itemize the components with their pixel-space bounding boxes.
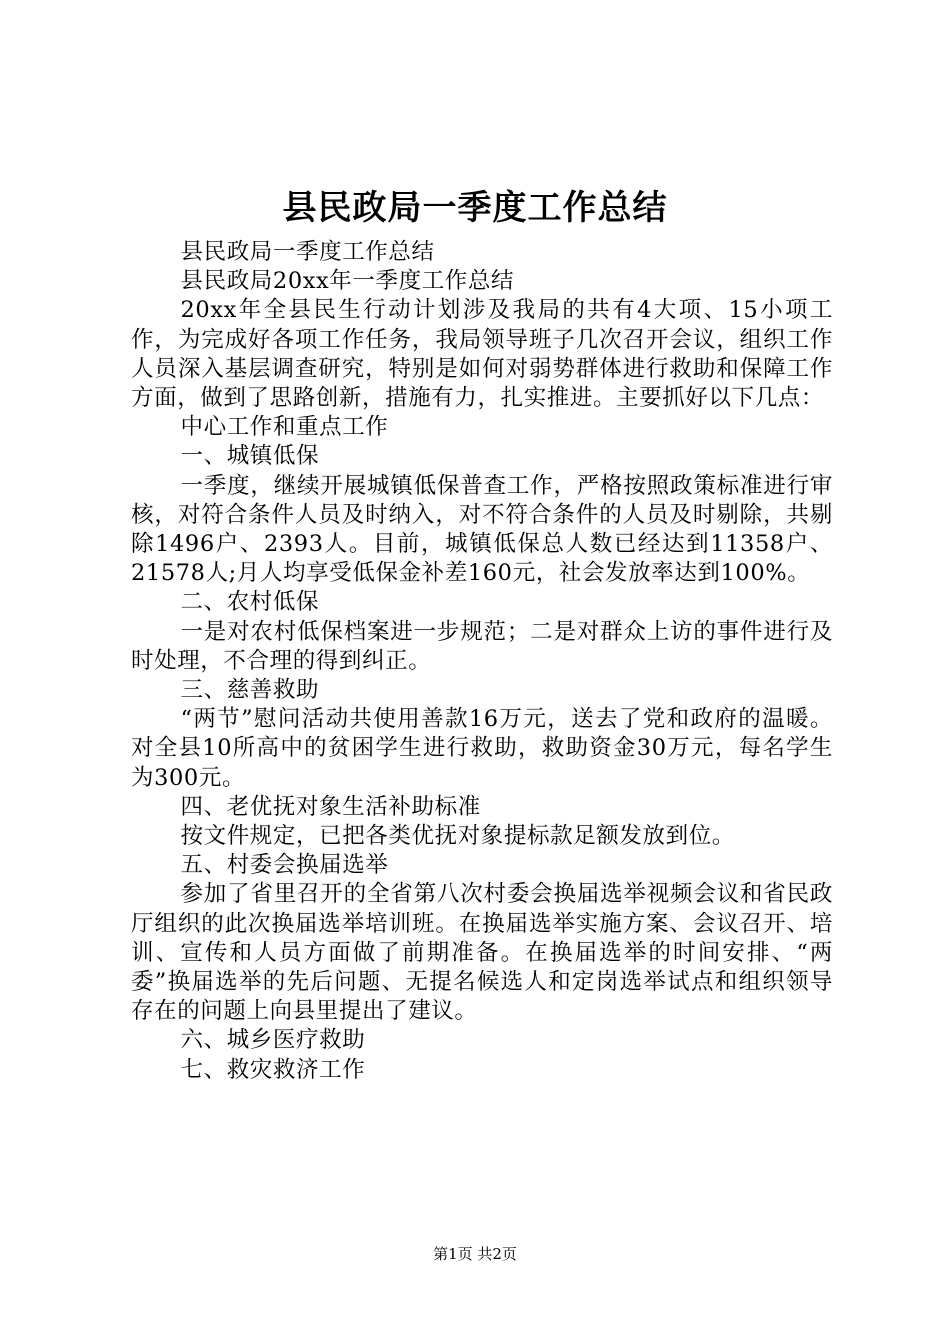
document-body (131, 238, 833, 1085)
paragraph-heading-repeat: 县民政局一季度工作总结 (180, 239, 435, 265)
paragraph-intro: 20xx年全县民生行动计划涉及我局的共有4大项、15小项工作，为完成好各项工作任务，我局领导班子几次召开会议，组织工作人员深入基层调查研究，特别是如何对弱势群体进行救助和保障工作方面，做到了思路创新，措施有力，扎实推进。主要抓好以下几点： (131, 297, 833, 412)
section-heading-main-work: 中心工作和重点工作 (180, 414, 389, 441)
section-heading-subsidy: 四、老优抚对象生活补助标准 (180, 793, 481, 820)
section-heading-charity: 三、慈善救助 (180, 677, 320, 704)
section-heading-rural-dibao: 二、农村低保 (180, 589, 320, 616)
paragraph-subtitle: 县民政局20xx年一季度工作总结 (180, 268, 515, 295)
section-heading-disaster-relief: 七、救灾救济工作 (180, 1056, 366, 1083)
document-title: 县民政局一季度工作总结 (282, 188, 668, 228)
section-heading-election: 五、村委会换届选举 (180, 852, 389, 879)
section-heading-medical-aid: 六、城乡医疗救助 (180, 1027, 366, 1054)
section-heading-urban-dibao: 一、城镇低保 (180, 443, 320, 470)
paragraph-charity: “两节”慰问活动共使用善款16万元，送去了党和政府的温暖。对全县10所高中的贫困学生进行救助，救助资金30万元，每名学生为300元。 (131, 706, 833, 791)
paragraph-subsidy: 按文件规定，已把各类优抚对象提标款足额发放到位。 (180, 823, 735, 850)
paragraph-rural-dibao: 一是对农村低保档案进一步规范；二是对群众上访的事件进行及时处理，不合理的得到纠正。 (131, 618, 833, 674)
page-number: 第1页 共2页 (433, 1245, 517, 1263)
paragraph-election: 参加了省里召开的全省第八次村委会换届选举视频会议和省民政厅组织的此次换届选举培训班。在换届选举实施方案、会议召开、培训、宣传和人员方面做了前期准备。在换届选举的时间安排、“两委”换届选举的先后问题、无提名候选人和定岗选举试点和组织领导存在的问题上向县里提出了建议。 (131, 881, 833, 1025)
paragraph-urban-dibao: 一季度，继续开展城镇低保普查工作，严格按照政策标准进行审核，对符合条件人员及时纳入，对不符合条件的人员及时剔除，共剔除1496户、2393人。目前，城镇低保总人数已经达到11358户、21578人;月人均享受低保金补差160元，社会发放率达到100%。 (131, 472, 833, 587)
